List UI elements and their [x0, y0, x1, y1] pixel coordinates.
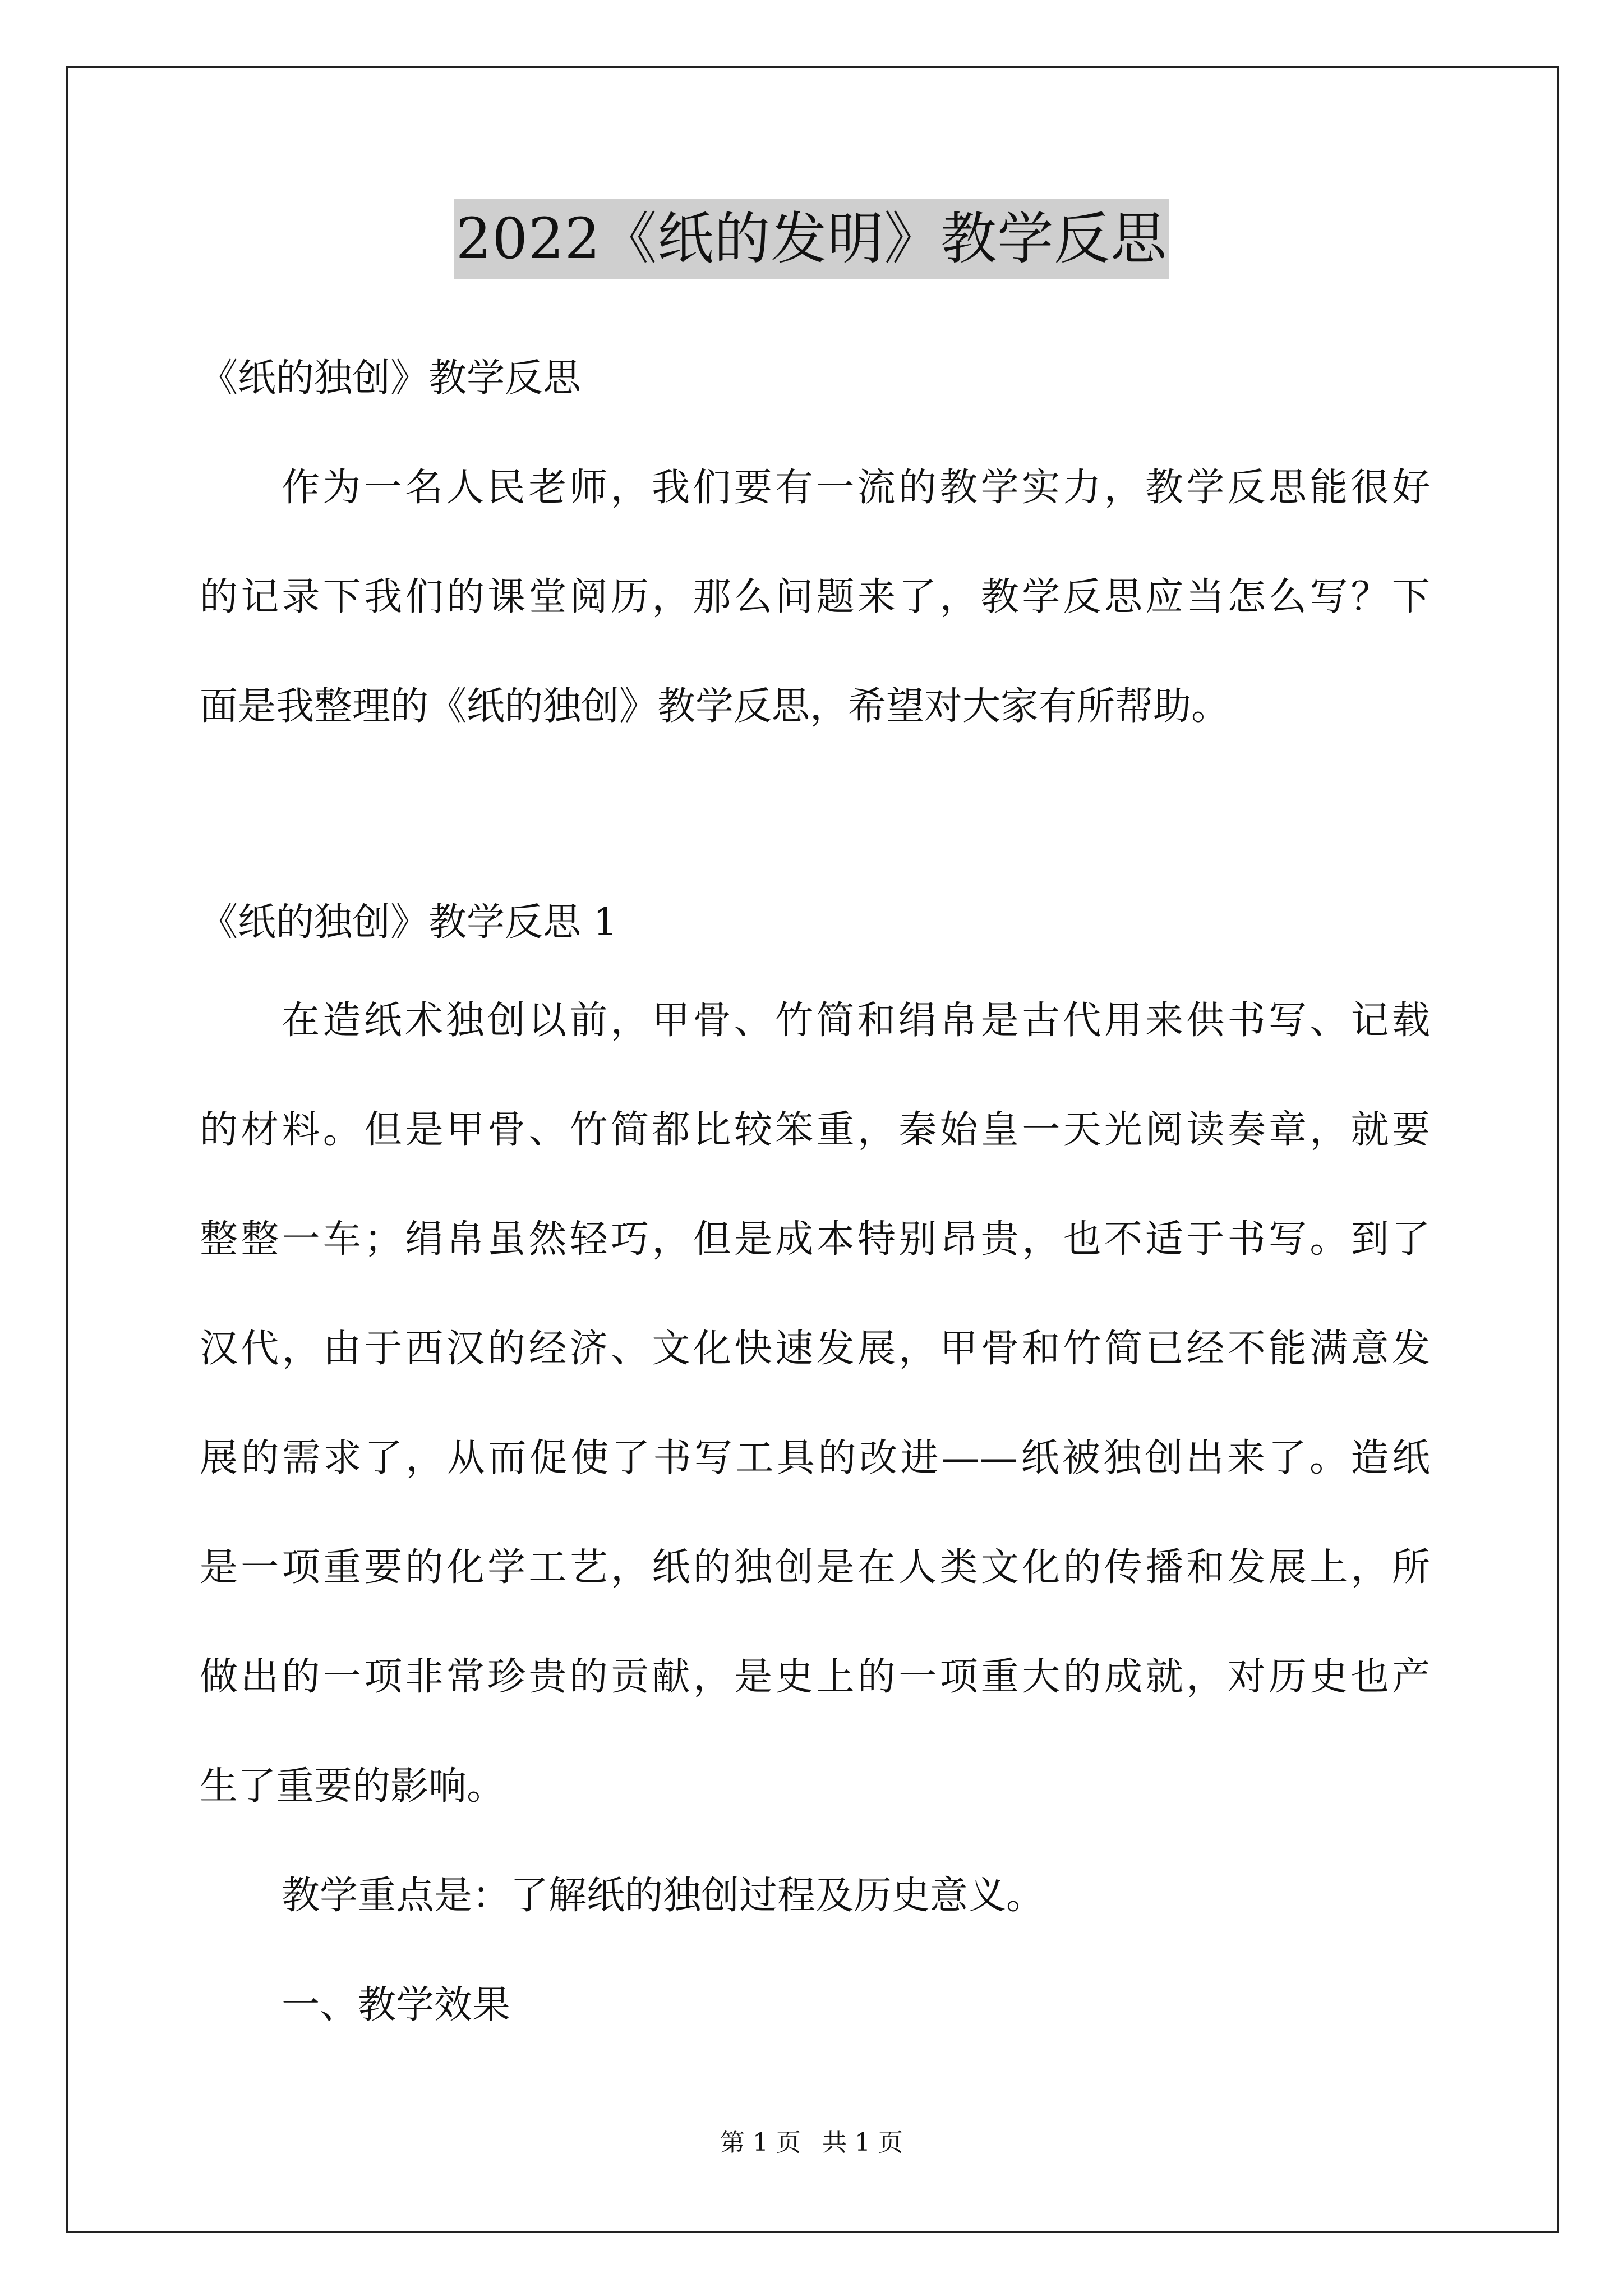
section-line-2: 的材料。但是甲骨、竹简都比较笨重，秦始皇一天光阅读奏章，就要 — [200, 1108, 1430, 1152]
section-line-5: 展的需求了，从而促使了书写工具的改进——纸被独创出来了。造纸 — [200, 1436, 1430, 1480]
page-number: 第 1 页 — [720, 2128, 801, 2157]
key-point: 教学重点是：了解纸的独创过程及历史意义。 — [282, 1874, 1045, 1918]
section-line-3: 整整一车；绢帛虽然轻巧，但是成本特别昂贵，也不适于书写。到了 — [200, 1217, 1430, 1262]
page-total: 共 1 页 — [822, 2128, 903, 2157]
page-footer — [0, 2126, 1623, 2160]
section-line-8: 生了重要的影响。 — [200, 1764, 505, 1809]
section-heading: 《纸的独创》教学反思 1 — [200, 900, 617, 945]
section-line-4: 汉代，由于西汉的经济、文化快速发展，甲骨和竹简已经不能满意发 — [200, 1327, 1430, 1371]
subsection-heading: 一、教学效果 — [282, 1983, 511, 2027]
intro-line-3: 面是我整理的《纸的独创》教学反思，希望对大家有所帮助。 — [200, 684, 1230, 729]
intro-line-1: 作为一名人民老师，我们要有一流的教学实力，教学反思能很好 — [282, 466, 1430, 510]
section-line-1: 在造纸术独创以前，甲骨、竹简和绢帛是古代用来供书写、记载 — [282, 999, 1430, 1043]
title-container — [0, 199, 1623, 279]
subtitle: 《纸的独创》教学反思 — [200, 356, 582, 401]
section-line-7: 做出的一项非常珍贵的贡献，是史上的一项重大的成就，对历史也产 — [200, 1655, 1430, 1699]
intro-line-2: 的记录下我们的课堂阅历，那么问题来了，教学反思应当怎么写？下 — [200, 575, 1430, 619]
document-title: 2022《纸的发明》教学反思 — [454, 199, 1170, 279]
section-line-6: 是一项重要的化学工艺，纸的独创是在人类文化的传播和发展上，所 — [200, 1545, 1430, 1590]
